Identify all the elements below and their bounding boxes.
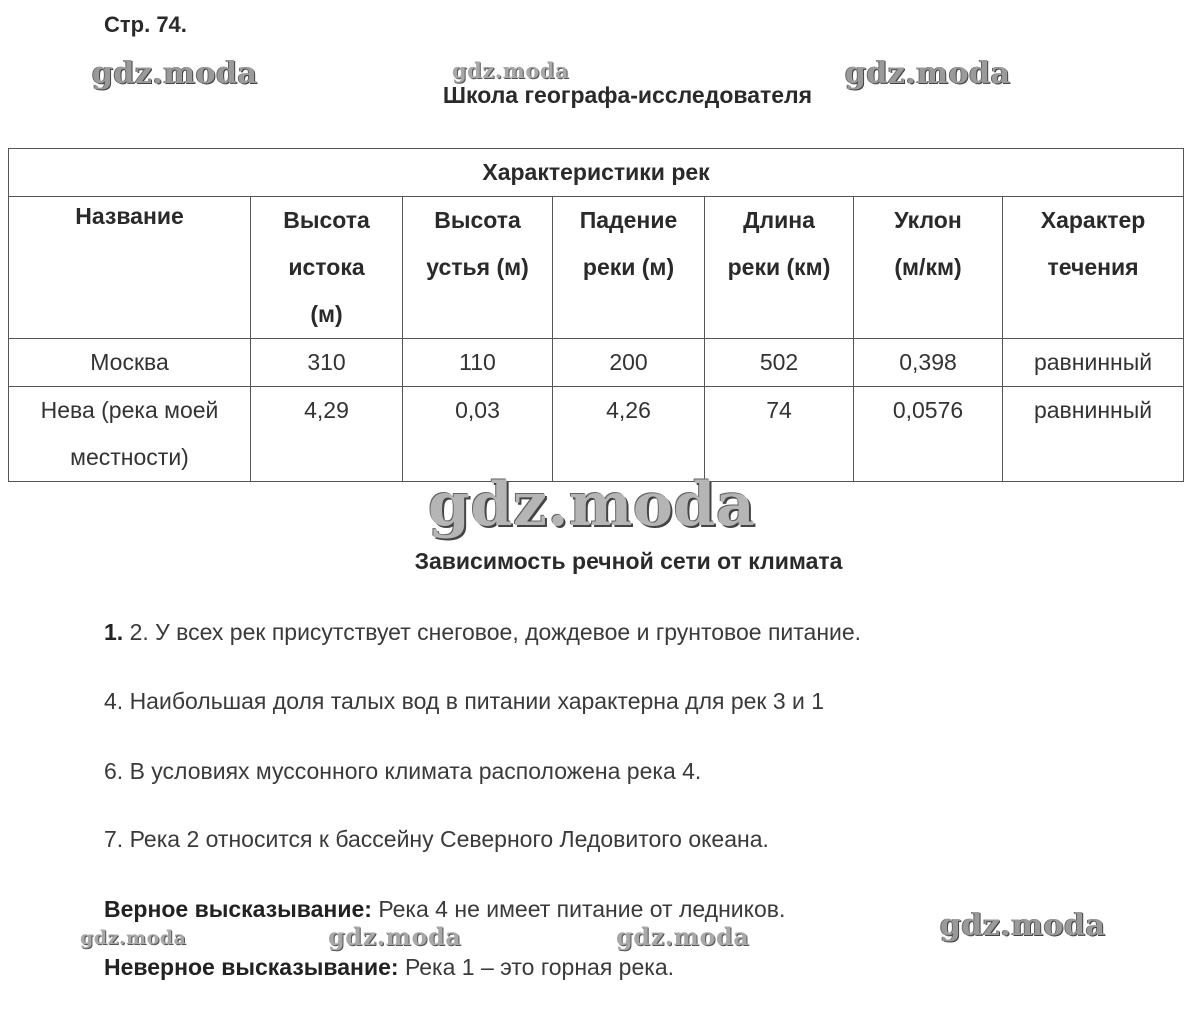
rivers-table — [8, 148, 1184, 482]
column-header — [9, 197, 251, 339]
column-header-line: (м) — [310, 301, 343, 327]
page-reference: Стр. 74. — [104, 12, 187, 37]
column-header — [251, 197, 403, 339]
table-cell — [553, 387, 705, 482]
column-header-line: Падение — [579, 207, 678, 233]
true-statement — [104, 896, 785, 923]
answer-1 — [104, 619, 861, 646]
watermark-logo: gdz.moda — [616, 922, 750, 951]
answer-number: 1. — [104, 619, 124, 645]
table-cell-line: 0,03 — [455, 397, 500, 423]
table-cell — [1003, 387, 1184, 482]
table-cell — [251, 387, 403, 482]
column-header-line: Высота — [434, 207, 521, 233]
table-row — [9, 339, 1184, 387]
table-cell — [553, 339, 705, 387]
answer-text: 2. У всех рек присутствует снеговое, дождевое и грунтовое питание. — [129, 619, 862, 645]
table-cell-line: 4,29 — [304, 397, 349, 423]
column-header — [1003, 197, 1184, 339]
table-cell-line: 0,398 — [899, 349, 957, 375]
column-header — [553, 197, 705, 339]
column-header-line: Высота — [283, 207, 370, 233]
false-statement-label: Неверное высказывание: — [104, 954, 399, 980]
table-cell-line: Нева (река моей — [40, 397, 219, 423]
table-cell — [9, 387, 251, 482]
table-cell — [705, 339, 854, 387]
table-cell-line: 200 — [609, 349, 648, 375]
section-title-school: Школа географа-исследователя — [442, 82, 813, 108]
watermark-logo: gdz.moda — [328, 922, 462, 951]
table-cell-line: 110 — [459, 349, 496, 375]
table-cell — [1003, 339, 1184, 387]
watermark-logo: gdz.moda — [80, 927, 187, 949]
table-cell — [251, 339, 403, 387]
column-header-line: (м/км) — [894, 254, 962, 280]
watermark-logo: gdz.moda — [428, 470, 756, 540]
table-header-row — [9, 197, 1184, 339]
table-cell-line: 502 — [759, 349, 799, 375]
column-header-line: Характер — [1040, 207, 1146, 233]
true-statement-text: Река 4 не имеет питание от ледников. — [378, 896, 786, 922]
table-row — [9, 387, 1184, 482]
table-cell — [854, 387, 1003, 482]
watermark-logo: gdz.moda — [92, 56, 258, 91]
section-title-climate: Зависимость речной сети от климата — [414, 548, 843, 574]
table-cell — [9, 339, 251, 387]
column-header — [854, 197, 1003, 339]
table-caption: Характеристики рек — [9, 149, 1184, 197]
column-header — [705, 197, 854, 339]
table-cell-line: местности) — [70, 444, 189, 470]
false-statement — [104, 954, 674, 981]
answer-6: 6. В условиях муссонного климата расположена река 4. — [104, 758, 702, 784]
table-cell — [403, 339, 553, 387]
answer-7: 7. Река 2 относится к бассейну Северного Ледовитого океана. — [104, 826, 769, 852]
table-cell-line: равнинный — [1033, 349, 1153, 375]
watermark-logo: gdz.moda — [845, 56, 1011, 91]
column-header-line: течения — [1047, 254, 1139, 280]
table-cell-line: 0,0576 — [892, 397, 964, 423]
table-cell — [854, 339, 1003, 387]
table-cell-line: равнинный — [1033, 397, 1153, 423]
column-header-line: реки (м) — [582, 254, 675, 280]
column-header-line: Длина — [743, 207, 815, 233]
watermark-logo: gdz.moda — [452, 58, 570, 83]
column-header-line: Уклон — [894, 207, 962, 233]
column-header — [403, 197, 553, 339]
answer-4: 4. Наибольшая доля талых вод в питании характерна для рек 3 и 1 — [104, 688, 825, 714]
table-cell-line: Москва — [90, 349, 169, 375]
column-header-line: устья (м) — [426, 254, 529, 280]
table-cell-line: 74 — [766, 397, 792, 423]
true-statement-label: Верное высказывание: — [104, 896, 372, 922]
table-cell — [705, 387, 854, 482]
column-header-line: истока — [288, 254, 365, 280]
table-cell-line: 310 — [307, 349, 346, 375]
column-header-line: реки (км) — [727, 254, 831, 280]
table-cell-line: 4,26 — [606, 397, 651, 423]
false-statement-text: Река 1 – это горная река. — [404, 954, 674, 980]
table-cell — [403, 387, 553, 482]
column-header-line: Название — [75, 203, 184, 229]
watermark-logo: gdz.moda — [940, 908, 1106, 943]
